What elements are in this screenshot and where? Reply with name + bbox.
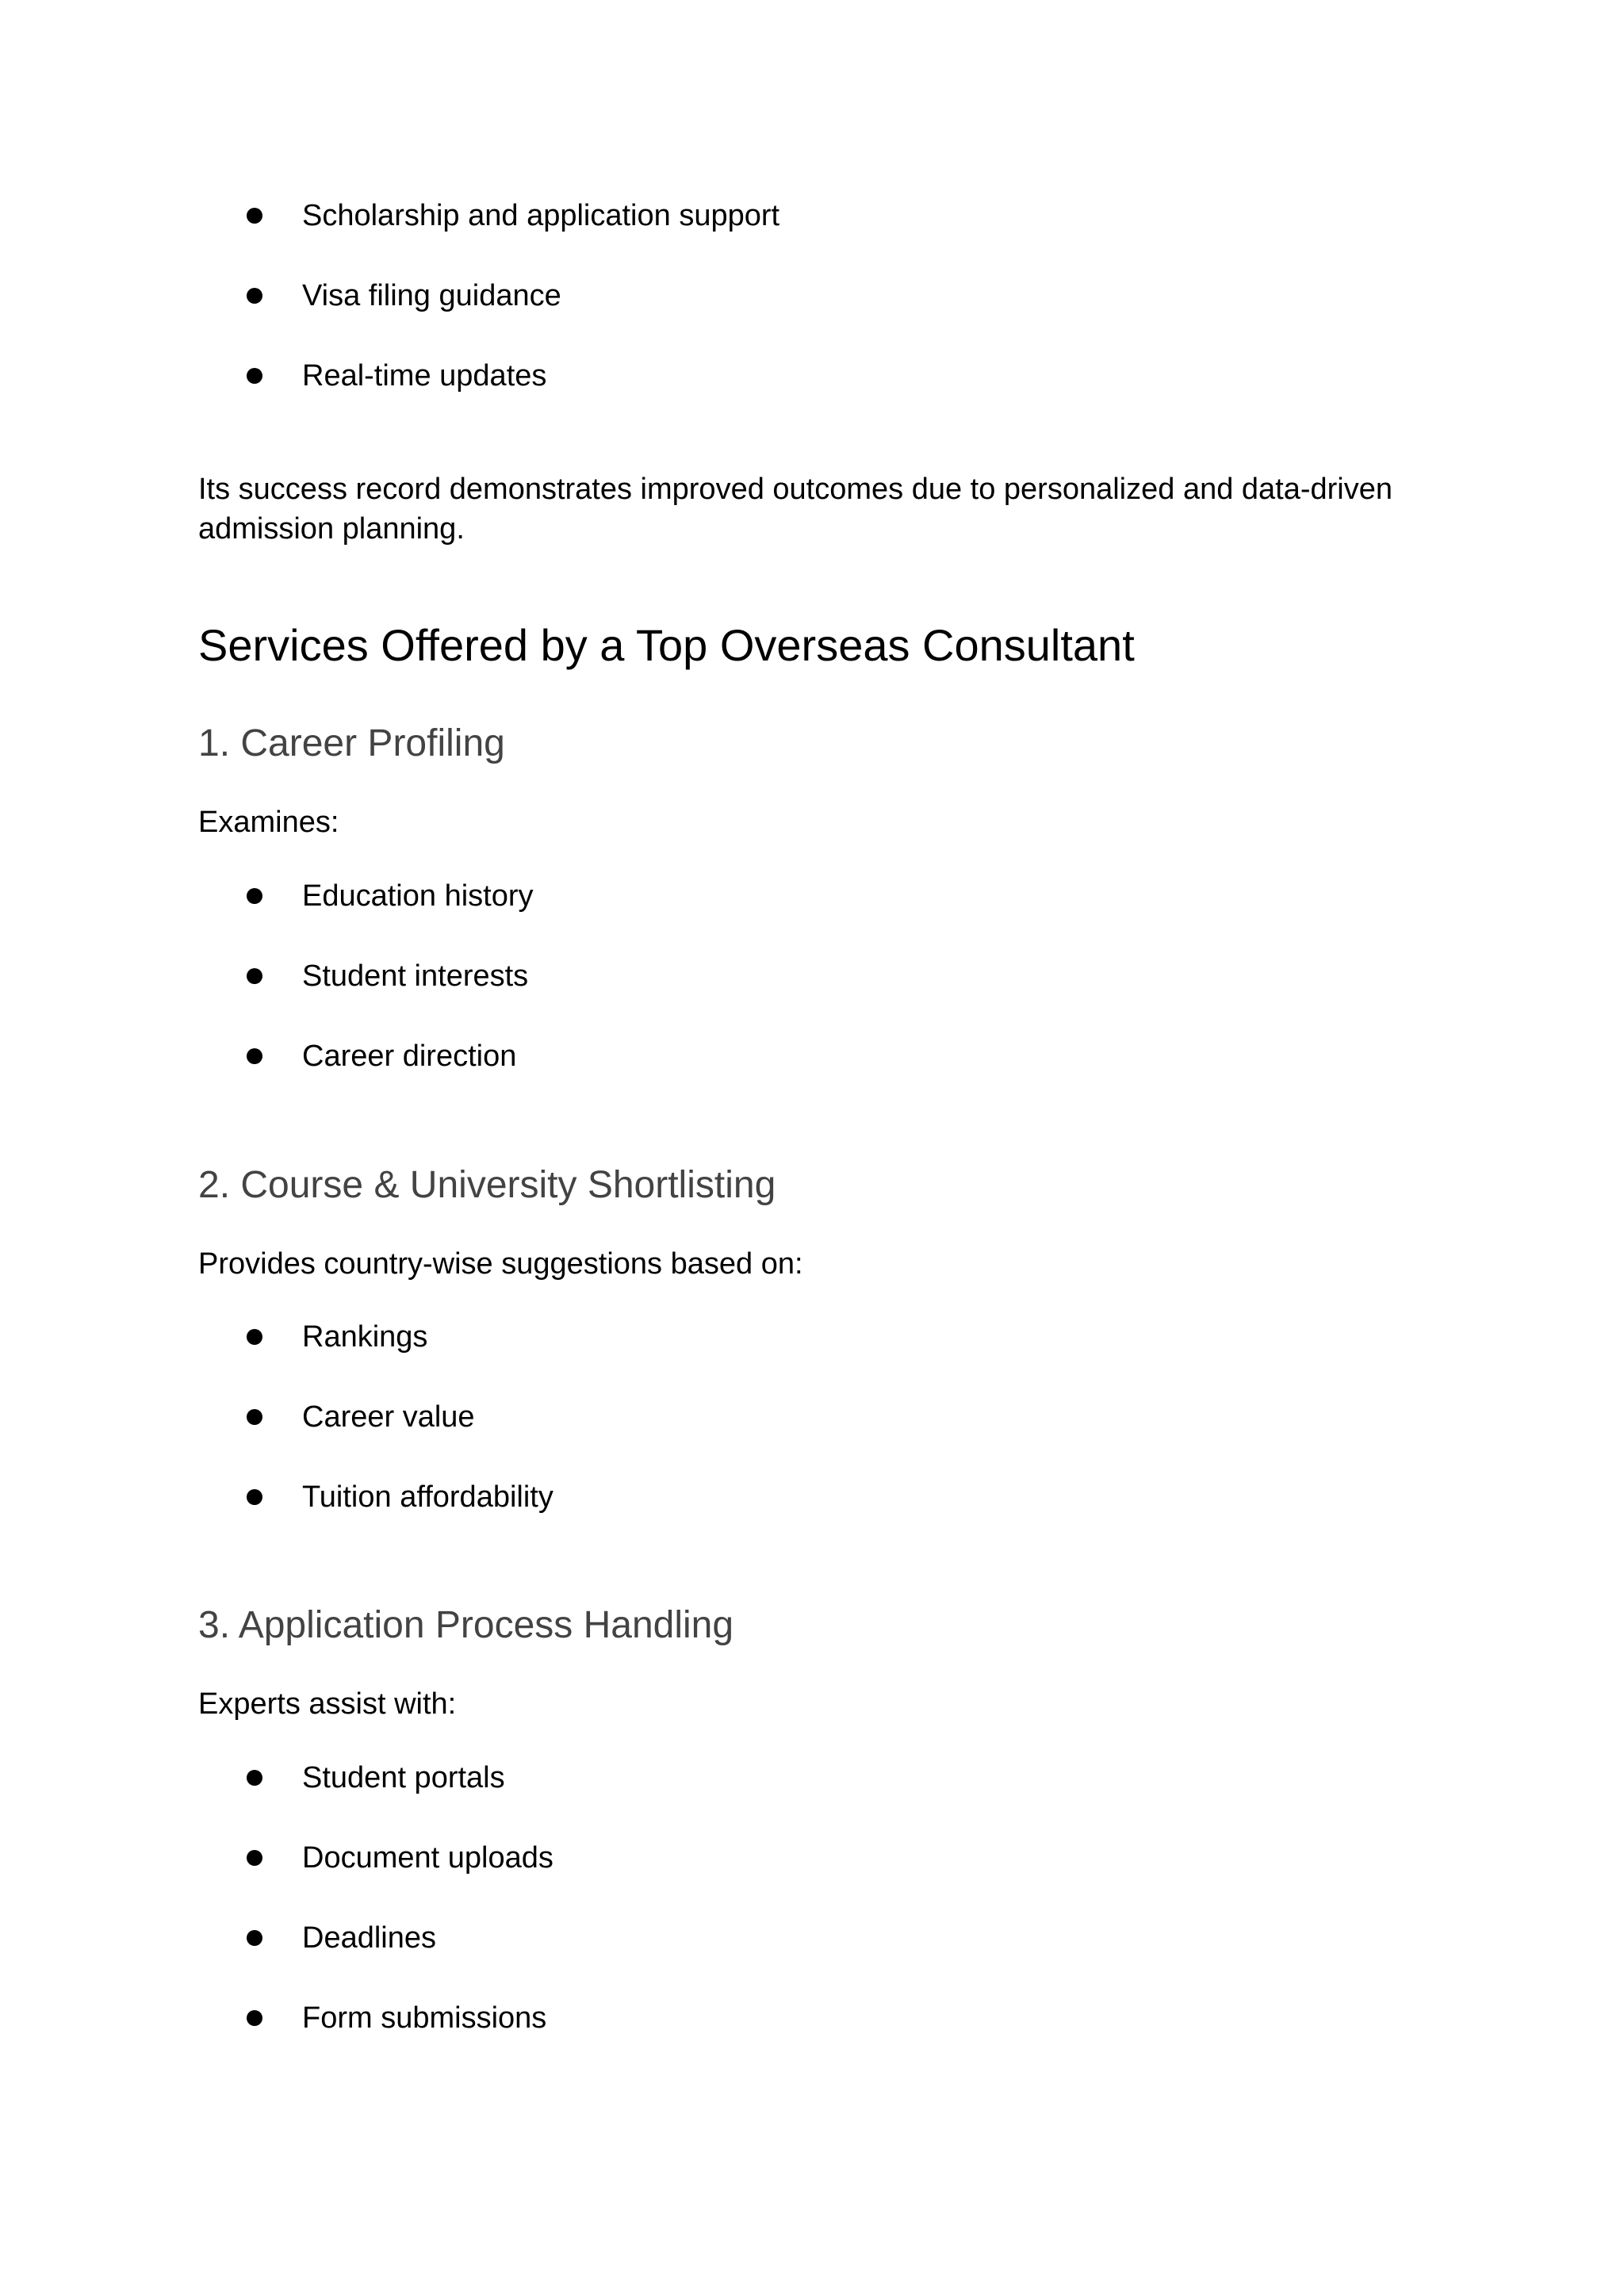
list-item — [247, 272, 561, 320]
success-paragraph — [198, 469, 1392, 549]
bullet-icon — [247, 1489, 262, 1505]
bullet-icon — [247, 1850, 262, 1866]
list-item-text: Scholarship and application support — [302, 199, 780, 232]
list-item — [247, 192, 779, 239]
bullet-icon — [247, 1770, 262, 1786]
list-item — [247, 352, 546, 400]
section-intro: Provides country-wise suggestions based on: — [198, 1247, 803, 1281]
bullet-icon — [247, 888, 262, 904]
section-intro: Experts assist with: — [198, 1687, 457, 1721]
list-item — [247, 1313, 427, 1361]
list-item-text: Rankings — [302, 1320, 428, 1354]
main-heading: Services Offered by a Top Overseas Consultant — [198, 620, 1135, 670]
list-item-text: Education history — [302, 879, 534, 913]
section-heading: 3. Application Process Handling — [198, 1604, 734, 1646]
list-item-text: Tuition affordability — [302, 1480, 553, 1514]
section-intro: Examines: — [198, 806, 339, 839]
list-item — [247, 872, 534, 920]
bullet-icon — [247, 968, 262, 984]
bullet-icon — [247, 208, 262, 224]
list-item-text: Document uploads — [302, 1841, 553, 1875]
list-item — [247, 1914, 436, 1962]
list-item-text: Career direction — [302, 1040, 517, 1073]
list-item — [247, 1393, 475, 1441]
list-item — [247, 1032, 516, 1080]
list-item — [247, 1754, 505, 1802]
bullet-icon — [247, 2010, 262, 2026]
list-item-text: Student portals — [302, 1761, 505, 1794]
bullet-icon — [247, 1930, 262, 1946]
list-item — [247, 952, 528, 1000]
bullet-icon — [247, 368, 262, 384]
paragraph-line: Its success record demonstrates improved outcomes due to personalized and data-driven — [198, 473, 1393, 506]
list-item-text: Career value — [302, 1400, 475, 1434]
section-heading: 2. Course & University Shortlisting — [198, 1164, 776, 1206]
list-item-text: Real-time updates — [302, 359, 547, 393]
paragraph-line: admission planning. — [198, 512, 465, 546]
bullet-icon — [247, 1048, 262, 1064]
list-item-text: Deadlines — [302, 1921, 436, 1955]
list-item — [247, 1473, 553, 1521]
bullet-icon — [247, 1409, 262, 1425]
bullet-icon — [247, 1329, 262, 1345]
list-item-text: Form submissions — [302, 2001, 547, 2035]
section-heading: 1. Career Profiling — [198, 722, 505, 764]
list-item-text: Visa filing guidance — [302, 279, 561, 312]
list-item — [247, 1994, 546, 2042]
list-item-text: Student interests — [302, 959, 529, 993]
bullet-icon — [247, 288, 262, 304]
list-item — [247, 1834, 553, 1882]
